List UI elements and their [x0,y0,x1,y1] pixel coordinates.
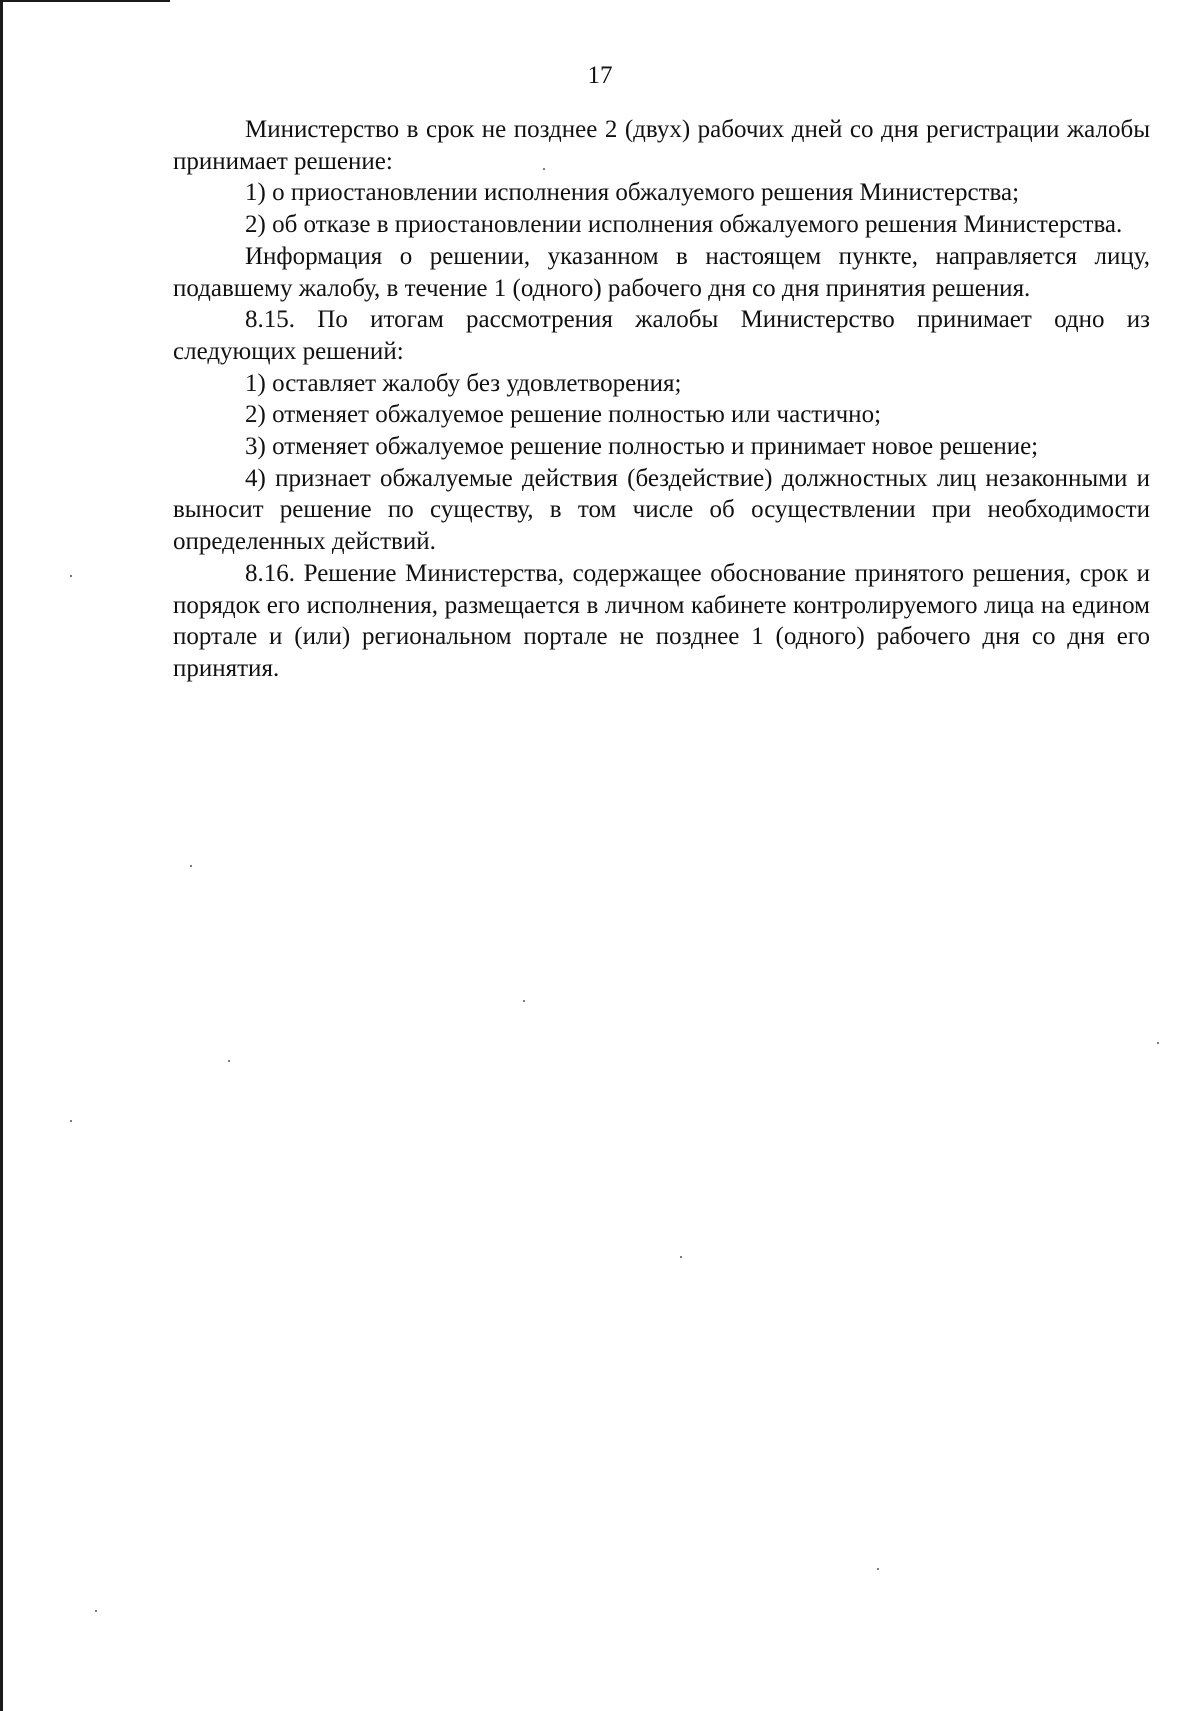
list-item-declare-unlawful: 4) признает обжалуемые действия (бездействие) должностных лиц незаконными и выносит решение по существу, в том числе об осуществлении при необходимости определенных действий. [173,464,1150,556]
scan-edge-left [0,0,3,1711]
scan-speck [1157,1042,1159,1044]
page-number: 17 [587,62,613,89]
scan-speck [95,1610,97,1612]
document-body [173,114,1150,685]
list-item-suspend: 1) о приостановлении исполнения обжалуемого решения Министерства; [245,179,1020,207]
list-item-refuse-suspend: 2) об отказе в приостановлении исполнения обжалуемого решения Министерства. [245,211,1123,239]
scan-speck [70,575,72,577]
paragraph-8-16: 8.16. Решение Министерства, содержащее обоснование принятого решения, срок и порядок его исполнения, размещается в личном кабинете контролируемого лица на едином портале и (или) региональном портале не позднее 1 (одного) рабочего дня со дня его принятия. [173,559,1150,682]
paragraph-information: Информация о решении, указанном в настоящем пункте, направляется лицу, подавшему жалобу, в течение 1 (одного) рабочего дня со дня принятия решения. [173,242,1150,302]
scan-speck [543,168,545,170]
paragraph-intro: Министерство в срок не позднее 2 (двух) рабочих дней со дня регистрации жалобы принимает решение: [173,116,1150,175]
paragraph-8-15: 8.15. По итогам рассмотрения жалобы Министерство принимает одно из следующих решений: [173,306,1150,365]
scan-edge-top [0,0,170,2]
scan-speck [228,1060,230,1062]
list-item-cancel-new-decision: 3) отменяет обжалуемое решение полностью и принимает новое решение; [245,433,1039,461]
scan-speck [680,1256,682,1258]
scan-speck [523,1000,525,1002]
scan-speck [190,865,192,867]
scan-speck [70,1120,72,1122]
list-item-cancel-partially: 2) отменяет обжалуемое решение полностью или частично; [245,401,882,429]
list-item-leave-unsatisfied: 1) оставляет жалобу без удовлетворения; [245,369,682,397]
scan-speck [877,1568,879,1570]
